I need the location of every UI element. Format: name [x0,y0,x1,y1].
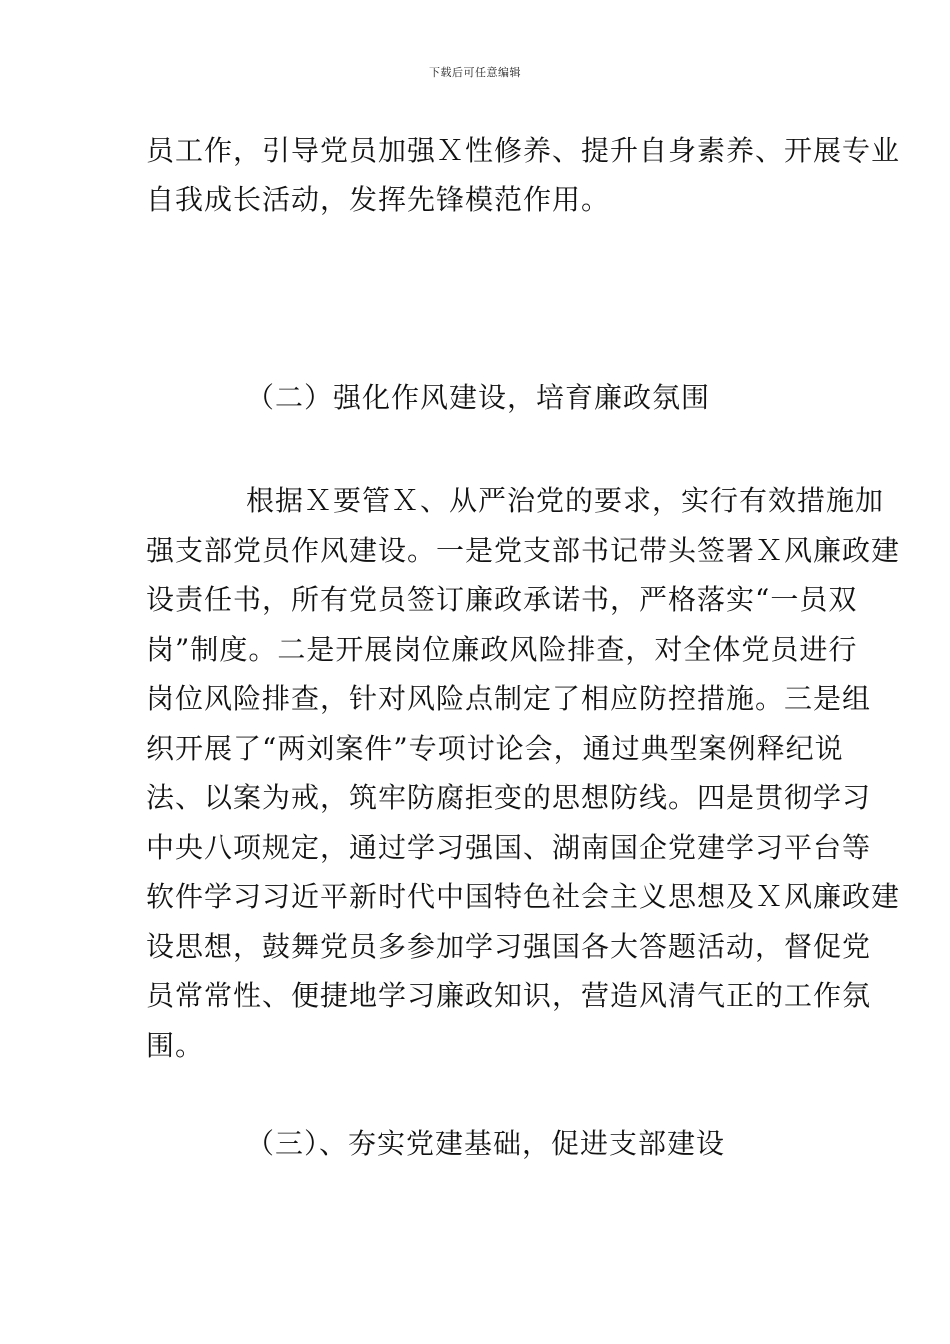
paragraph-line: 岗位风险排查，针对风险点制定了相应防控措施。三是组 [146,682,872,715]
paragraph-line: 设思想，鼓舞党员多参加学习强国各大答题活动，督促党 [146,930,872,963]
section-heading-3: （三）、夯实党建基础，促进支部建设 [246,1127,726,1160]
paragraph-line: 强支部党员作风建设。一是党支部书记带头签署Ｘ风廉政建 [146,534,901,567]
page-header: 下载后可任意编辑 [429,66,521,79]
paragraph-line: 织开展了“两刘案件”专项讨论会，通过典型案例释纪说 [146,732,844,765]
paragraph-line: 软件学习习近平新时代中国特色社会主义思想及Ｘ风廉政建 [146,880,901,913]
paragraph-line: 根据Ｘ要管Ｘ、从严治党的要求，实行有效措施加 [246,484,885,517]
paragraph-line: 岗”制度。二是开展岗位廉政风险排查，对全体党员进行 [146,633,858,666]
paragraph-line: 中央八项规定，通过学习强国、湖南国企党建学习平台等 [146,831,872,864]
paragraph-line: 自我成长活动，发挥先锋模范作用。 [146,183,611,216]
paragraph-line: 设责任书，所有党员签订廉政承诺书，严格落实“一员双 [146,583,858,616]
section-heading-2: （二）强化作风建设，培育廉政氛围 [246,381,711,414]
paragraph-line: 围。 [146,1029,205,1062]
paragraph-line: 员工作，引导党员加强Ｘ性修养、提升自身素养、开展专业 [146,134,901,167]
paragraph-line: 员常常性、便捷地学习廉政知识，营造风清气正的工作氛 [146,979,872,1012]
paragraph-line: 法、以案为戒，筑牢防腐拒变的思想防线。四是贯彻学习 [146,781,872,814]
